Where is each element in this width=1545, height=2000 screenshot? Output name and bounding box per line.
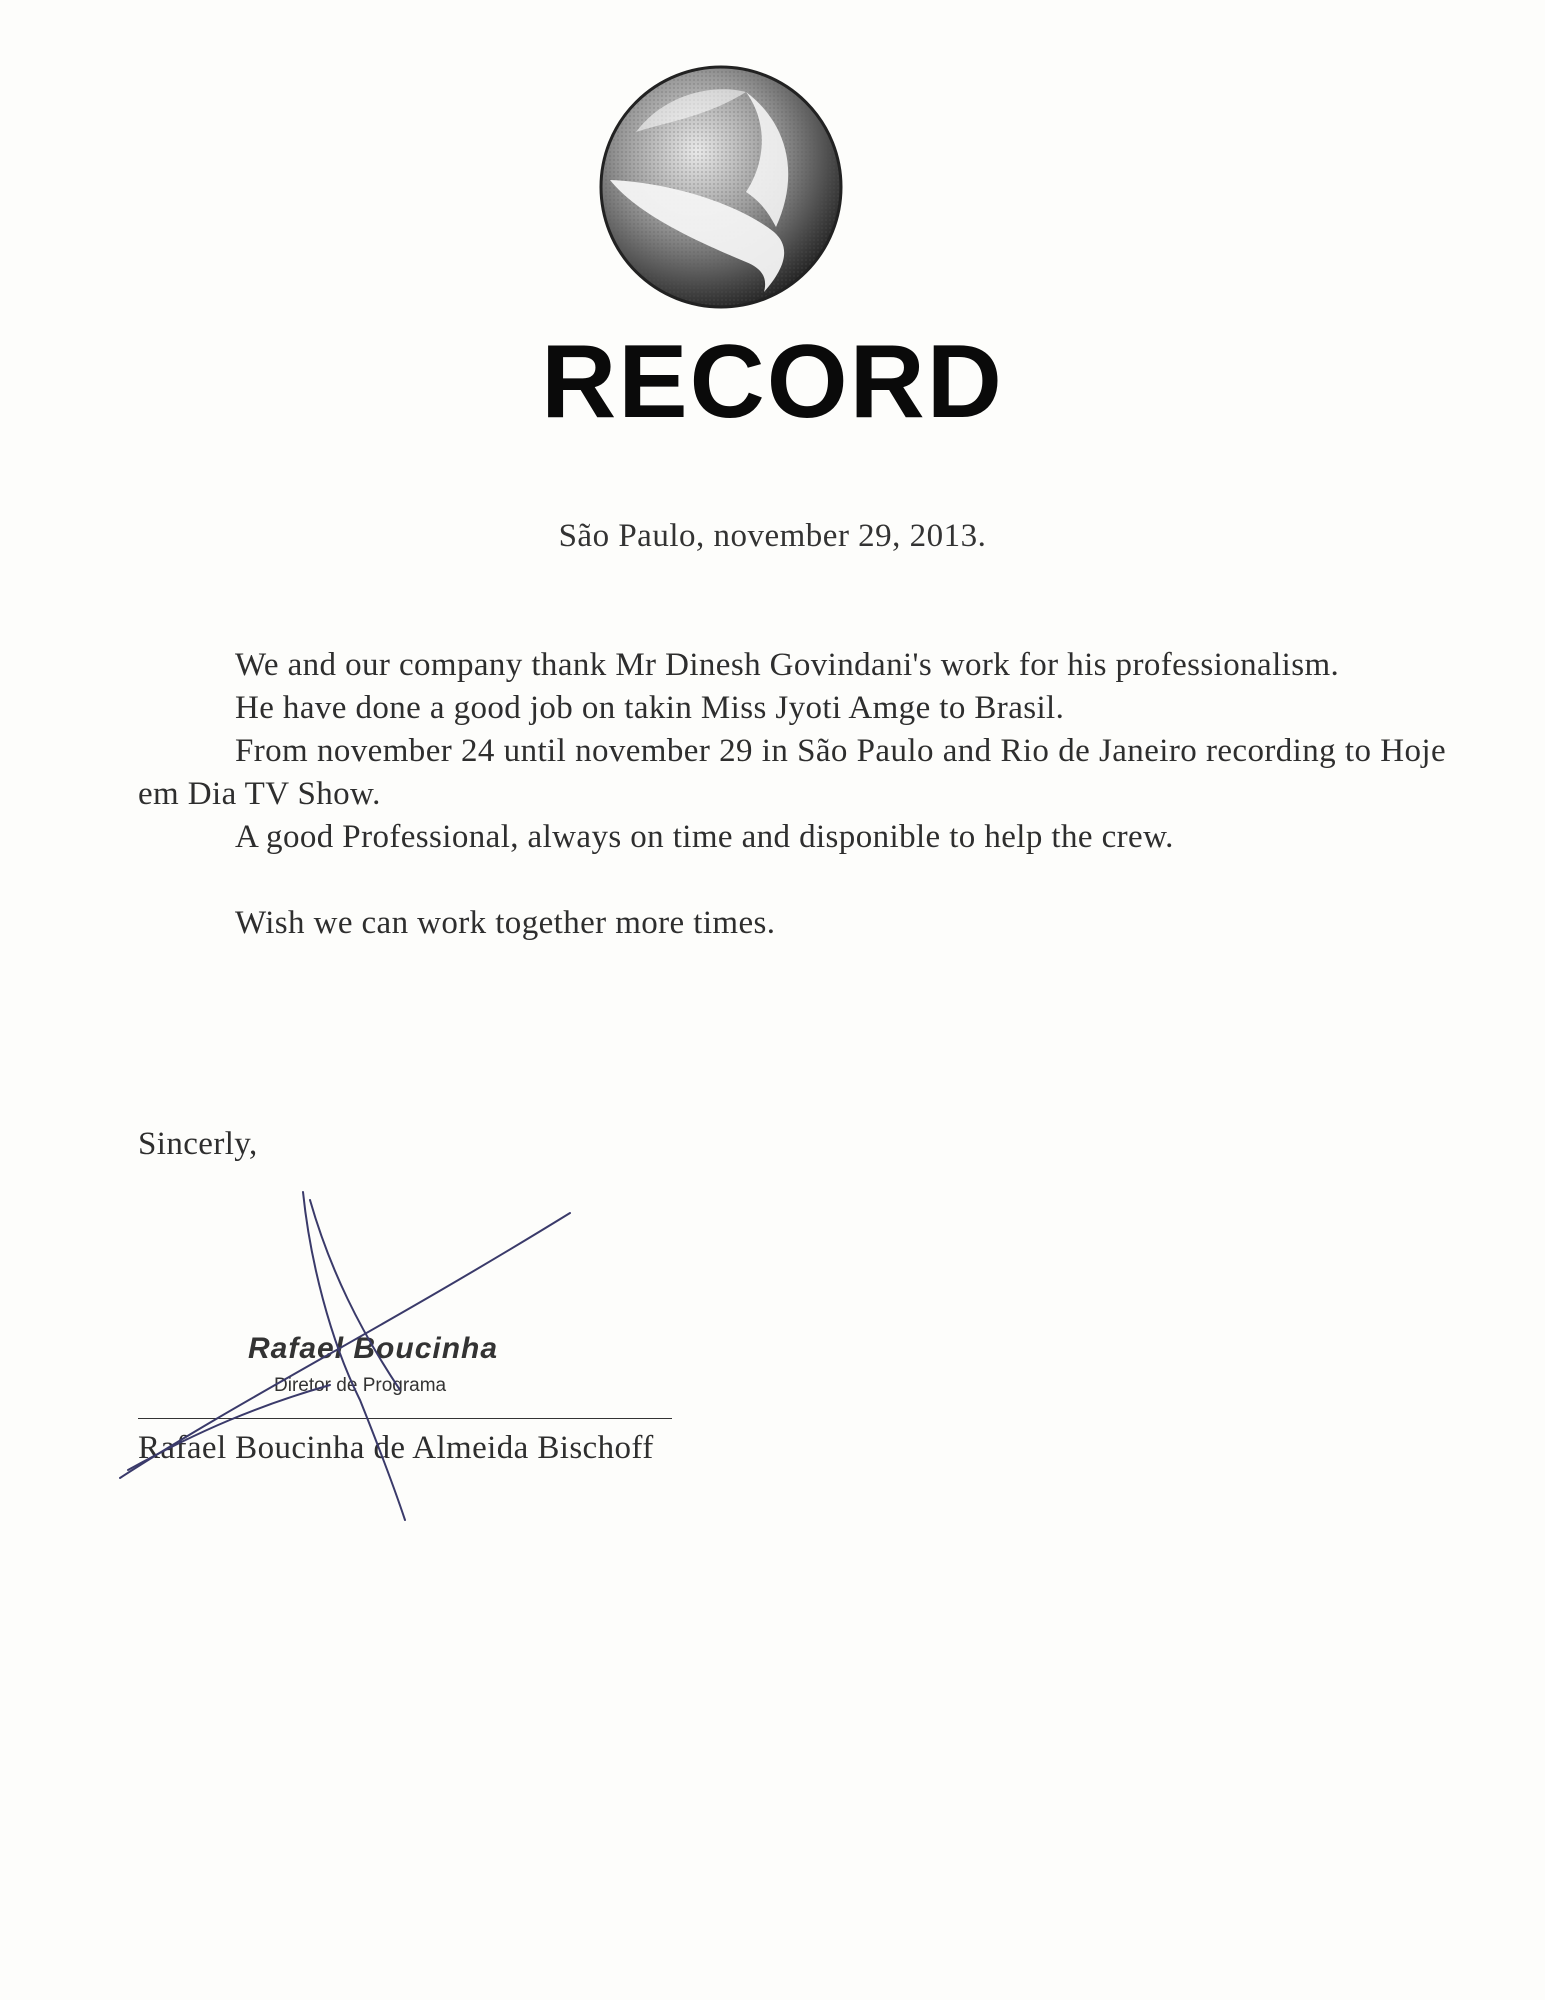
paragraph-job: He have done a good job on takin Miss Jyoti Amge to Brasil. [235, 690, 1065, 726]
paragraph-professional: A good Professional, always on time and disponible to help the crew. [235, 819, 1174, 855]
paragraph-dates: From november 24 until november 29 in São Paulo and Rio de Janeiro recording to Hoje em Dia TV Show. [138, 733, 1446, 812]
signer-name: Rafael Boucinha de Almeida Bischoff [138, 1430, 654, 1466]
paragraph-wish: Wish we can work together more times. [235, 905, 776, 941]
stamp-name: Rafael Boucinha [248, 1332, 499, 1365]
record-globe-logo-icon [596, 62, 846, 312]
letter-body [138, 644, 1446, 945]
closing: Sincerly, [138, 1126, 258, 1162]
signature-line [138, 1418, 672, 1419]
letter-date: São Paulo, november 29, 2013. [558, 518, 987, 554]
brand-name: RECORD [541, 324, 1004, 440]
paragraph-thanks: We and our company thank Mr Dinesh Govindani's work for his professionalism. [235, 647, 1340, 683]
stamp-title: Diretor de Programa [274, 1375, 447, 1396]
